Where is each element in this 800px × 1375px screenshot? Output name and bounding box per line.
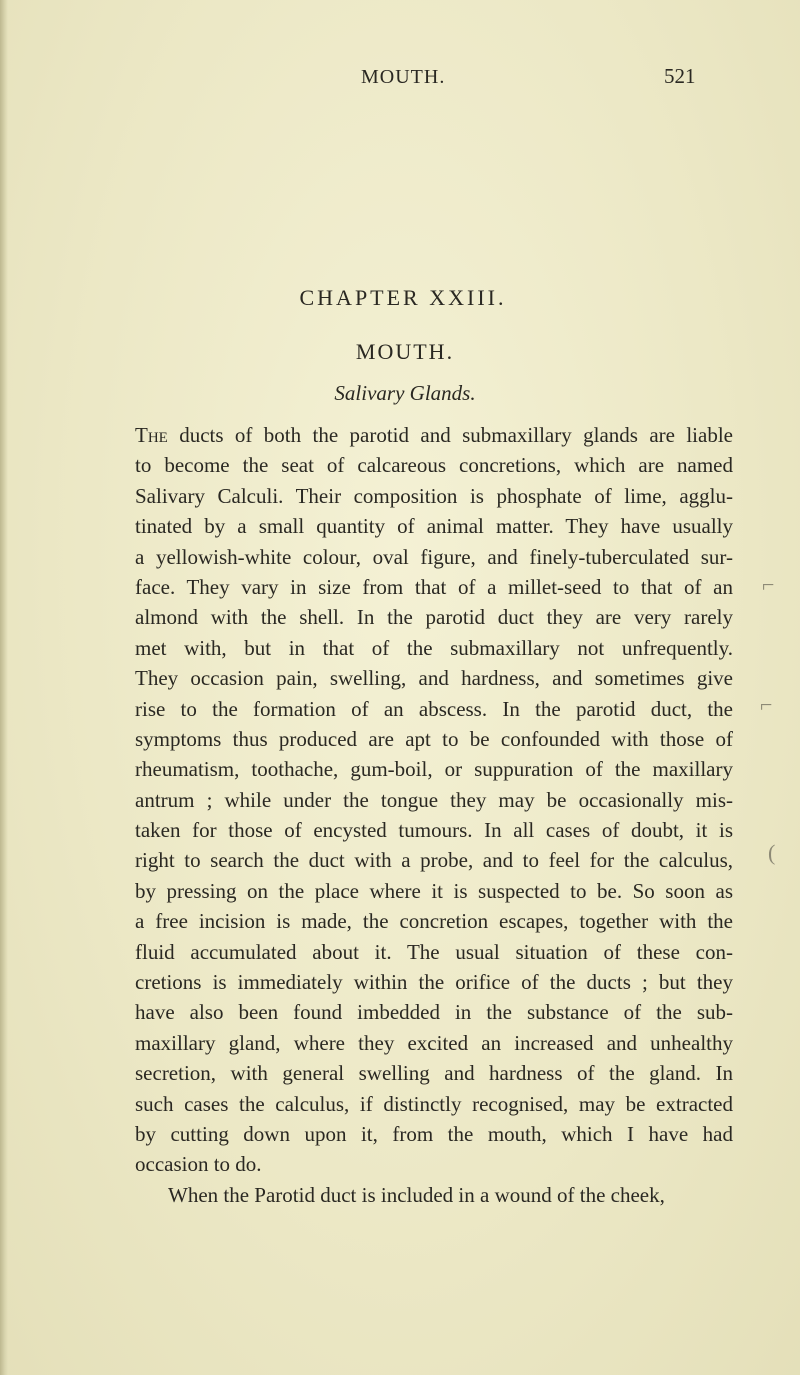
text-line: almond with the shell. In the parotid duct they are very rarely [135,605,733,630]
text-line: met with, but in that of the submaxillary not unfrequently. [135,635,733,660]
text-line: When the Parotid duct is included in a wound of the cheek, [168,1182,665,1207]
chapter-heading: CHAPTER XXIII. [299,285,507,310]
paragraph-first-word: The [135,423,168,447]
text-line: maxillary gland, where they excited an increased and unhealthy [135,1030,733,1055]
body-text [135,420,733,1210]
text-line: rheumatism, toothache, gum-boil, or suppuration of the maxillary [135,757,733,782]
text-line: such cases the calculus, if distinctly recognised, may be extracted [135,1091,733,1116]
text-line: The ducts of both the parotid and submaxillary glands are liable [135,423,733,447]
section-heading: Salivary Glands. [334,381,476,405]
margin-pencil-mark: ( [768,840,776,865]
margin-pencil-mark: ⌐ [762,572,775,597]
text-line: right to search the duct with a probe, and to feel for the calculus, [135,848,733,873]
text-line: have also been found imbedded in the substance of the sub- [135,1000,733,1025]
text-line: a free incision is made, the concretion escapes, together with the [135,909,733,934]
page-number: 521 [664,64,696,88]
text-line: rise to the formation of an abscess. In the parotid duct, the [135,696,733,721]
text-line: to become the seat of calcareous concretions, which are named [135,453,733,478]
text-line: a yellowish-white colour, oval figure, and finely-tuberculated sur- [135,544,733,569]
text-line: They occasion pain, swelling, and hardness, and sometimes give [135,666,733,691]
text-line: Salivary Calculi. Their composition is phosphate of lime, agglu- [135,483,733,508]
text-line: occasion to do. [135,1152,262,1177]
text-line: symptoms thus produced are apt to be confounded with those of [135,726,733,751]
text-line: by pressing on the place where it is suspected to be. So soon as [135,878,733,903]
text-line: fluid accumulated about it. The usual situation of these con- [135,939,733,964]
running-head-title: MOUTH. [361,66,446,88]
text-line: antrum ; while under the tongue they may be occasionally mis- [135,787,733,812]
text-line: face. They vary in size from that of a millet-seed to that of an [135,574,733,599]
text-line: tinated by a small quantity of animal matter. They have usually [135,514,733,539]
margin-pencil-mark: ⌐ [760,692,773,717]
text-line: by cutting down upon it, from the mouth, which I have had [135,1121,733,1146]
text-line: taken for those of encysted tumours. In all cases of doubt, it is [135,818,733,843]
running-head [0,66,800,96]
text-line: secretion, with general swelling and hardness of the gland. In [135,1061,733,1086]
subject-heading: MOUTH. [355,339,455,364]
page-gutter-edge [0,0,8,1375]
text-line: cretions is immediately within the orifice of the ducts ; but they [135,970,733,995]
